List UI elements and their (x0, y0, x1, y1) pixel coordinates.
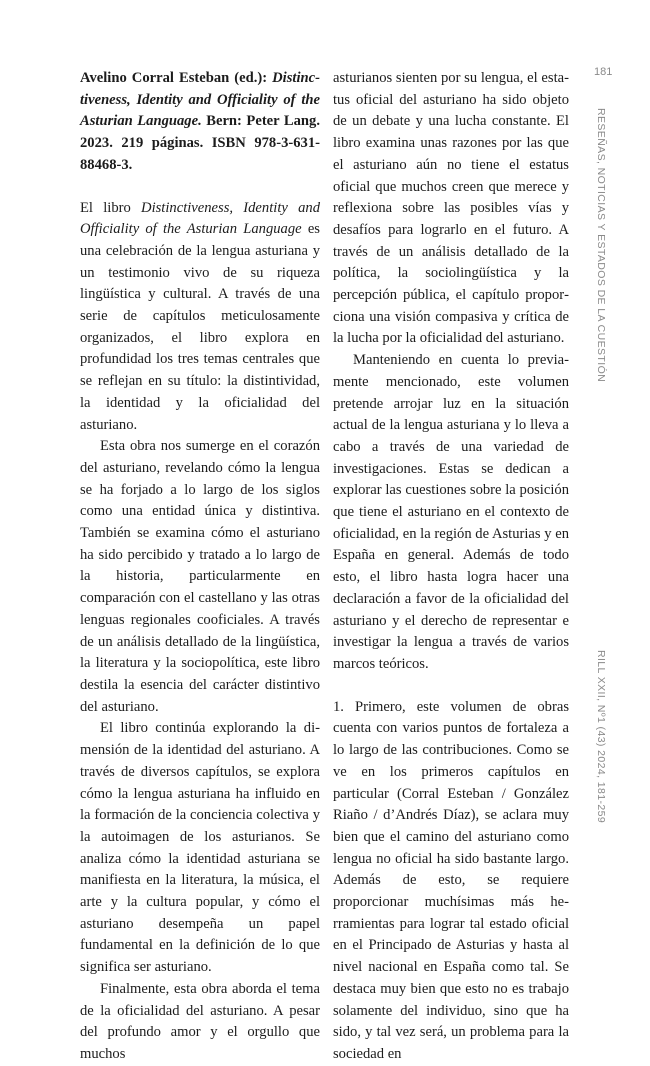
reference-details: Bern: Peter Lang. 2023. 219 páginas. ISBN 978-3-631-88468-3. (80, 113, 320, 173)
paragraph-text: es una celebración de la lengua asturiana y un testimonio vivo de su riqueza lingüística y cultural. A través de una serie de capítulos meticulosamente organizados, el libro explora en profundidad los tres temas centrales que se reflejan en su título: la distintividad, la identidad y la oficialidad del asturiano. (80, 221, 320, 433)
right-column (333, 68, 569, 1066)
paragraph: 1. Primero, este volumen de obras cuenta con varios puntos de fortaleza a lo largo de las contribuciones. Como se ve en los primeros capítulos en particular (Corral Esteban / González Riaño / d’Andrés Díaz), se aclara muy bien que el camino del asturiano como lengua no oficial ha sido bastante largo. Además de esto, se requiere proporcionar muchísimas más herramientas para lograr tal estado oficial en el Principado de Asturias y hasta al nivel nacional en España como tal. Se destaca muy bien que esto no es trabajo solamente del individuo, sino que ha sido, y tal vez será, un problema para la sociedad en (333, 698, 569, 1062)
paragraph: Finalmente, esta obra aborda el tema de la oficialidad del asturiano. A pesar del profundo amor y el orgullo que muchos (80, 980, 320, 1062)
paragraph-text: El libro (80, 199, 142, 216)
page-number: 181 (594, 66, 613, 78)
paragraph: Manteniendo en cuenta lo previamente mencionado, este volumen pretende arrojar luz en la situación actual de la lengua asturiana y lo lleva a cabo a través de una variedad de investigaciones. Estas se dedican a explorar las cuestiones sobre la posición que tiene el asturiano en el contexto de oficialidad, en la región de Asturias y en España en general. Además de todo esto, el libro hasta logra hacer una declaración a favor de la oficialidad del asturiano y el derecho de representar e investigar la lengua a través de varios marcos teóricos. (333, 352, 569, 672)
journal-citation: RILL XXII, Nº1 (43) 2024, 181-259 (595, 650, 607, 824)
reference-title: Distinctiveness, Identity and Officiality of the Asturian Language. (80, 70, 320, 130)
paragraph: Esta obra nos sumerge en el corazón del asturiano, revelando cómo la lengua se ha forjado a lo largo de los siglos como una entidad única y distintiva. También se examina cómo el asturiano ha sido percibido y tratado a lo largo de la historia, particularmente en comparación con el castellano y las otras lenguas regionales cooficiales. A través de un análisis detallado de la lingüística, la literatura y la sociopolítica, este libro destila la esencia del carácter distintivo del asturiano. (80, 438, 320, 715)
book-title-italic: Distinctiveness, Identity and Officiality of the Asturian Language (80, 199, 320, 238)
paragraph: asturianos sienten por su lengua, el estatus oficial del asturiano ha sido objeto de un debate y una lucha constante. El libro examina unas razones por las que el asturiano aún no tiene el estatus oficial que muchos creen que merece y reflexiona sobre las posibles vías y desafíos para lograrlo en el futuro. A través de un análisis detallado de la política, la sociolingüística y la percepción pública, el capítulo proporciona una visión compasiva y crítica de la lucha por la oficialidad del asturiano. (333, 70, 569, 347)
running-head: RESEÑAS, NOTICIAS Y ESTADOS DE LA CUESTIÓN (595, 108, 607, 383)
paragraph: El libro continúa explorando la dimensión de la identidad del asturiano. A través de diversos capítulos, se explora cómo la lengua asturiana ha influido en la formación de la conciencia colectiva y la autoimagen de los asturianos. Se analiza cómo la identidad asturiana se manifiesta en la literatura, la música, el arte y la cultura popular, y cómo el asturiano desempeña un papel fundamental en la definición de lo que significa ser asturiano. (80, 720, 320, 976)
left-column (80, 68, 320, 1066)
book-reference (80, 68, 320, 177)
paragraph (80, 198, 320, 437)
reference-author: Avelino Corral Esteban (ed.): (80, 70, 273, 86)
